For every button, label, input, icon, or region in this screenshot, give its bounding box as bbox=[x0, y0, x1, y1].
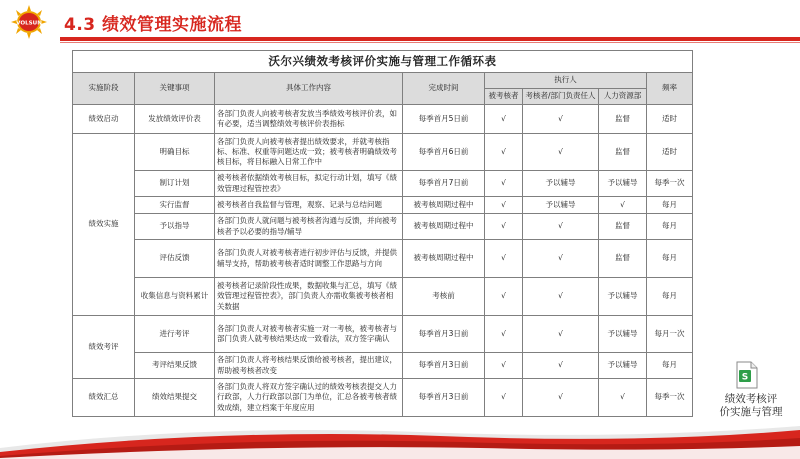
time-cell: 每季首月7日前 bbox=[403, 171, 485, 197]
table-row bbox=[73, 240, 693, 278]
header-divider bbox=[60, 37, 800, 41]
time-cell: 被考核周期过程中 bbox=[403, 240, 485, 278]
item-cell: 收集信息与资料累计 bbox=[135, 278, 215, 316]
content-cell: 各部门负责人向被考核者提出绩效要求，并就考核指标、标准、权重等问题达成一致；被考核者明确绩效考核目标，将目标融入日常工作中 bbox=[215, 134, 403, 171]
hr-cell: 予以辅导 bbox=[599, 171, 647, 197]
col-header-assessee: 被考核者 bbox=[485, 89, 523, 105]
col-header-hr: 人力资源部 bbox=[599, 89, 647, 105]
frequency-cell: 每月 bbox=[647, 278, 693, 316]
table-row bbox=[73, 171, 693, 197]
table-row bbox=[73, 105, 693, 134]
assessee-cell: √ bbox=[485, 171, 523, 197]
item-cell: 明确目标 bbox=[135, 134, 215, 171]
frequency-cell: 每月 bbox=[647, 353, 693, 379]
assessee-cell: √ bbox=[485, 316, 523, 353]
hr-cell: 监督 bbox=[599, 105, 647, 134]
hr-cell: √ bbox=[599, 379, 647, 417]
col-header-assessor: 考核者/部门负责任人 bbox=[523, 89, 599, 105]
item-cell: 评估反馈 bbox=[135, 240, 215, 278]
col-header-key-item: 关键事项 bbox=[135, 73, 215, 105]
assessor-cell: 予以辅导 bbox=[523, 197, 599, 214]
table-title: 沃尔兴绩效考核评价实施与管理工作循环表 bbox=[73, 51, 693, 73]
assessee-cell: √ bbox=[485, 240, 523, 278]
assessor-cell: √ bbox=[523, 353, 599, 379]
process-table-container bbox=[72, 50, 692, 425]
content-cell: 被考核者依据绩效考核目标，拟定行动计划，填写《绩效管理过程管控表》 bbox=[215, 171, 403, 197]
footer-wave-decoration bbox=[0, 418, 800, 459]
time-cell: 被考核周期过程中 bbox=[403, 197, 485, 214]
hr-cell: √ bbox=[599, 197, 647, 214]
assessor-cell: √ bbox=[523, 316, 599, 353]
assessor-cell: √ bbox=[523, 134, 599, 171]
assessee-cell: √ bbox=[485, 353, 523, 379]
item-cell: 予以指导 bbox=[135, 214, 215, 240]
item-cell: 绩效结果提交 bbox=[135, 379, 215, 417]
col-header-stage: 实施阶段 bbox=[73, 73, 135, 105]
frequency-cell: 每季一次 bbox=[647, 379, 693, 417]
col-header-time: 完成时间 bbox=[403, 73, 485, 105]
content-cell: 各部门负责人将考核结果反馈给被考核者，提出建议，帮助被考核者改变 bbox=[215, 353, 403, 379]
frequency-cell: 每月 bbox=[647, 240, 693, 278]
item-cell: 考评结果反馈 bbox=[135, 353, 215, 379]
attachment-label-line1: 绩效考核评 bbox=[724, 393, 778, 405]
frequency-cell: 适时 bbox=[647, 134, 693, 171]
assessee-cell: √ bbox=[485, 197, 523, 214]
time-cell: 每季首月6日前 bbox=[403, 134, 485, 171]
content-cell: 被考核者自我监督与管理，观察、记录与总结问题 bbox=[215, 197, 403, 214]
table-row bbox=[73, 353, 693, 379]
item-cell: 进行考评 bbox=[135, 316, 215, 353]
frequency-cell: 每月 bbox=[647, 214, 693, 240]
time-cell: 每季首月3日前 bbox=[403, 316, 485, 353]
assessee-cell: √ bbox=[485, 379, 523, 417]
col-header-frequency: 频率 bbox=[647, 73, 693, 105]
time-cell: 每季首月3日前 bbox=[403, 353, 485, 379]
stage-cell: 绩效实施 bbox=[73, 134, 135, 316]
hr-cell: 予以辅导 bbox=[599, 316, 647, 353]
process-table bbox=[72, 50, 693, 417]
col-header-content: 具体工作内容 bbox=[215, 73, 403, 105]
item-cell: 实行监督 bbox=[135, 197, 215, 214]
hr-cell: 监督 bbox=[599, 214, 647, 240]
time-cell: 每季首月5日前 bbox=[403, 105, 485, 134]
hr-cell: 监督 bbox=[599, 240, 647, 278]
assessee-cell: √ bbox=[485, 134, 523, 171]
frequency-cell: 每月 bbox=[647, 197, 693, 214]
assessor-cell: √ bbox=[523, 214, 599, 240]
time-cell: 每季首月3日前 bbox=[403, 379, 485, 417]
item-cell: 制订计划 bbox=[135, 171, 215, 197]
table-row bbox=[73, 214, 693, 240]
table-title-row bbox=[73, 51, 693, 73]
header-row bbox=[73, 73, 693, 89]
assessor-cell: √ bbox=[523, 105, 599, 134]
assessee-cell: √ bbox=[485, 214, 523, 240]
table-row bbox=[73, 316, 693, 353]
header-divider-thin bbox=[60, 42, 800, 43]
content-cell: 各部门负责人就问题与被考核者沟通与反馈，并向被考核者予以必要的指导/辅导 bbox=[215, 214, 403, 240]
content-cell: 各部门负责人将双方签字确认过的绩效考核表提交人力行政部，人力行政部以部门为单位，汇总各被考核者绩效成绩，建立档案于年度应用 bbox=[215, 379, 403, 417]
slide-header bbox=[0, 0, 800, 44]
assessor-cell: √ bbox=[523, 379, 599, 417]
stage-cell: 绩效汇总 bbox=[73, 379, 135, 417]
volsun-logo bbox=[8, 4, 50, 40]
stage-cell: 绩效启动 bbox=[73, 105, 135, 134]
table-row bbox=[73, 278, 693, 316]
time-cell: 被考核周期过程中 bbox=[403, 214, 485, 240]
col-header-executors: 执行人 bbox=[485, 73, 647, 89]
frequency-cell: 适时 bbox=[647, 105, 693, 134]
stage-cell: 绩效考评 bbox=[73, 316, 135, 379]
file-icon-letter: S bbox=[741, 372, 749, 383]
assessor-cell: √ bbox=[523, 278, 599, 316]
table-row bbox=[73, 379, 693, 417]
content-cell: 被考核者记录阶段性成果，数据收集与汇总，填写《绩效管理过程管控表》，部门负责人亦需收集被考核者相关数据 bbox=[215, 278, 403, 316]
content-cell: 各部门负责人对被考核者实施一对一考核，被考核者与部门负责人就考核结果达成一致看法，双方签字确认 bbox=[215, 316, 403, 353]
hr-cell: 予以辅导 bbox=[599, 278, 647, 316]
spreadsheet-file-icon[interactable] bbox=[736, 361, 758, 389]
hr-cell: 予以辅导 bbox=[599, 353, 647, 379]
frequency-cell: 每季一次 bbox=[647, 171, 693, 197]
time-cell: 考核前 bbox=[403, 278, 485, 316]
frequency-cell: 每月一次 bbox=[647, 316, 693, 353]
hr-cell: 监督 bbox=[599, 134, 647, 171]
assessee-cell: √ bbox=[485, 278, 523, 316]
page-title: 4.3 绩效管理实施流程 bbox=[64, 15, 243, 35]
table-row bbox=[73, 197, 693, 214]
item-cell: 发放绩效评价表 bbox=[135, 105, 215, 134]
attachment-label-line2: 价实施与管理 bbox=[719, 406, 783, 419]
table-row bbox=[73, 134, 693, 171]
assessee-cell: √ bbox=[485, 105, 523, 134]
logo-text: VOLSUN bbox=[16, 20, 42, 27]
content-cell: 各部门负责人向被考核者发放当季绩效考核评价表，如有必要，适当调整绩效考核评价表指标 bbox=[215, 105, 403, 134]
assessor-cell: √ bbox=[523, 240, 599, 278]
attachment-label[interactable] bbox=[712, 393, 790, 419]
content-cell: 各部门负责人对被考核者进行初步评估与反馈，并提供辅导支持，帮助被考核者适时调整工作思路与方向 bbox=[215, 240, 403, 278]
assessor-cell: 予以辅导 bbox=[523, 171, 599, 197]
